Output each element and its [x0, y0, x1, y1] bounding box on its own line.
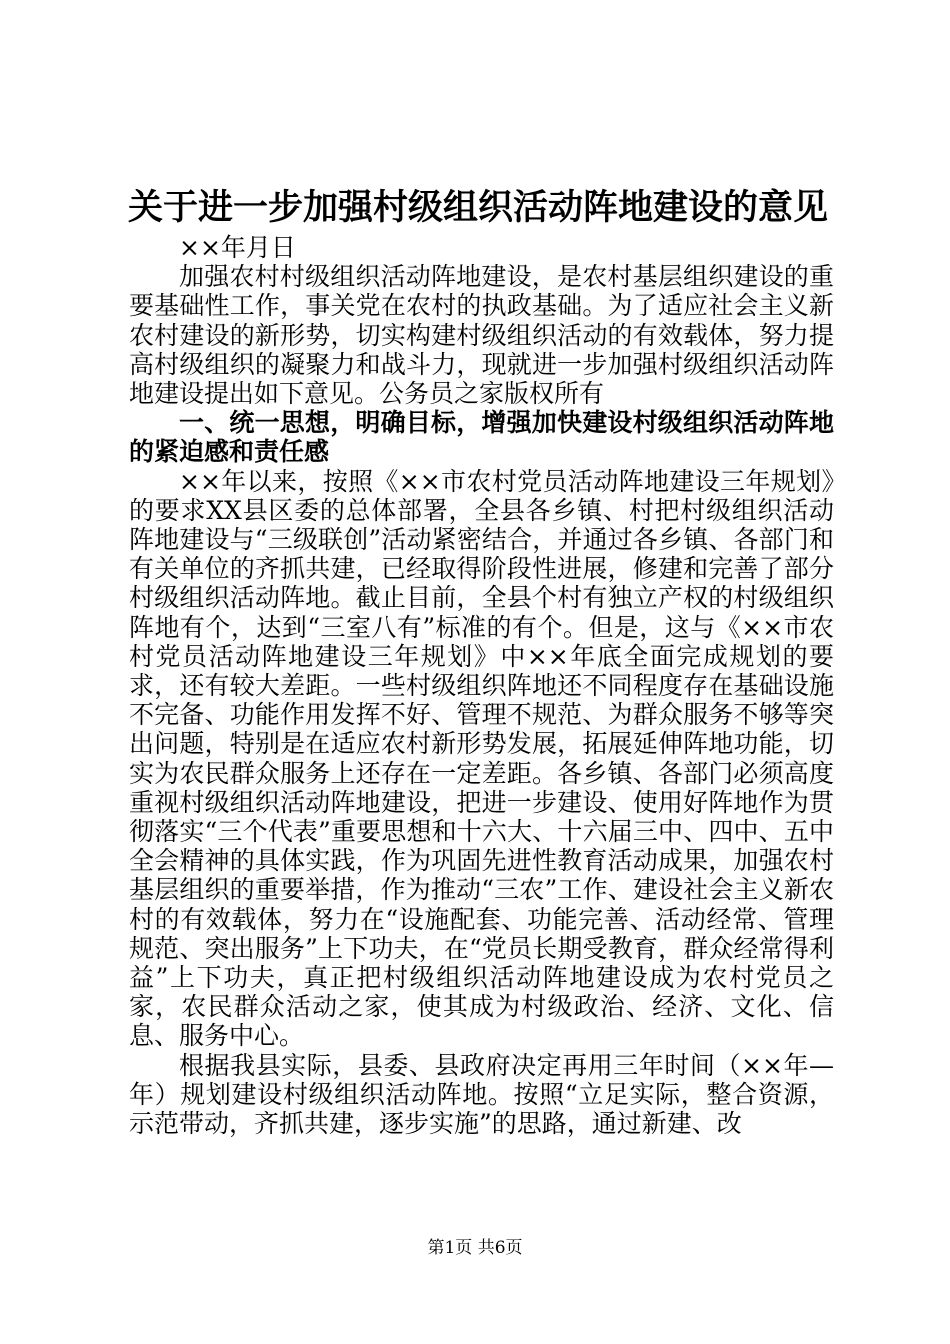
section-heading: 一、统一思想，明确目标，增强加快建设村级组织活动阵地的紧迫感和责任感	[129, 408, 834, 467]
document-title: 关于进一步加强村级组织活动阵地建设的意见	[128, 187, 829, 228]
date-line: ××年月日	[179, 233, 296, 262]
page-footer: 第1页 共6页	[427, 1238, 523, 1258]
section-paragraph: ××年以来，按照《××市农村党员活动阵地建设三年规划》的要求XX县区委的总体部署，全县各乡镇、村把村级组织活动阵地建设与“三级联创”活动紧密结合，并通过各乡镇、各部门和有关单位的齐抓共建，已经取得阶段性进展，修建和完善了部分村级组织活动阵地。截止目前，全县个村有独立产权的村级组织阵地有个，达到“三室八有”标准的有个。但是，这与《××市农村党员活动阵地建设三年规划》中××年底全面完成规划的要求，还有较大差距。一些村级组织阵地还不同程度存在基础设施不完备、功能作用发挥不好、管理不规范、为群众服务不够等突出问题，特别是在适应农村新形势发展，拓展延伸阵地功能，切实为农民群众服务上还存在一定差距。各乡镇、各部门必须高度重视村级组织活动阵地建设，把进一步建设、使用好阵地作为贯彻落实“三个代表”重要思想和十六大、十六届三中、四中、五中全会精神的具体实践，作为巩固先进性教育活动成果，加强农村基层组织的重要举措，作为推动“三农”工作、建设社会主义新农村的有效载体，努力在“设施配套、功能完善、活动经常、管理规范、突出服务”上下功夫，在“党员长期受教育，群众经常得利益”上下功夫，真正把村级组织活动阵地建设成为农村党员之家，农民群众活动之家，使其成为村级政治、经济、文化、信息、服务中心。	[129, 466, 834, 1051]
section-paragraph: 根据我县实际，县委、县政府决定再用三年时间（××年—年）规划建设村级组织活动阵地。按照“立足实际，整合资源，示范带动，齐抓共建，逐步实施”的思路，通过新建、改	[129, 1050, 834, 1139]
document-body	[129, 233, 834, 1138]
intro-paragraph: 加强农村村级组织活动阵地建设，是农村基层组织建设的重要基础性工作，事关党在农村的执政基础。为了适应社会主义新农村建设的新形势，切实构建村级组织活动的有效载体，努力提高村级组织的凝聚力和战斗力，现就进一步加强村级组织活动阵地建设提出如下意见。公务员之家版权所有	[129, 262, 834, 409]
